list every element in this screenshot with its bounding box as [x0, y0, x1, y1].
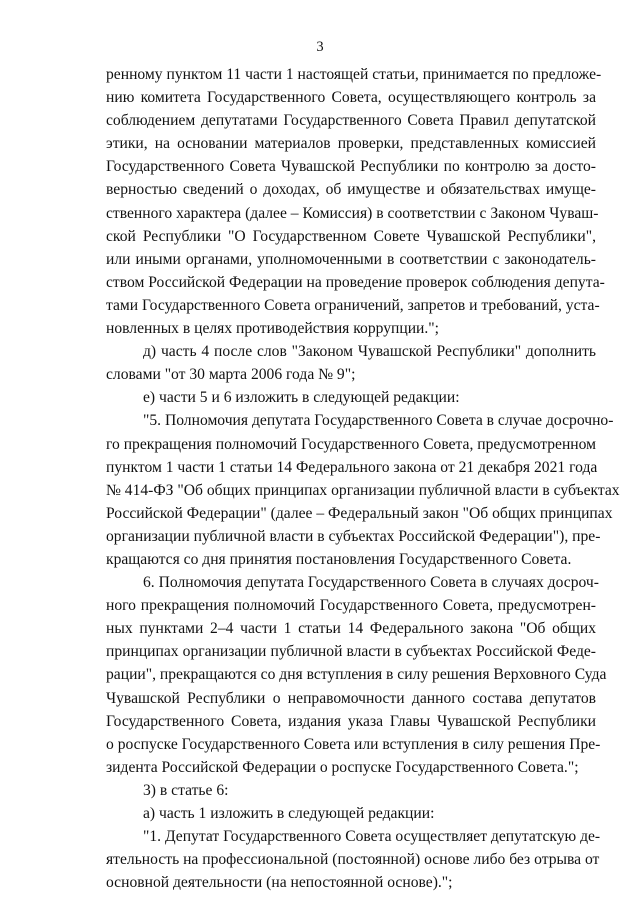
- text-line: нию комитета Государственного Совета, осуществляющего контроль за: [106, 89, 596, 107]
- text-line: новленных в целях противодействия коррупции.";: [106, 320, 439, 338]
- text-line: е) части 5 и 6 изложить в следующей редакции:: [143, 389, 460, 407]
- text-line: ством Российской Федерации на проведение проверок соблюдения депута-: [106, 273, 605, 291]
- text-line: или иными органами, уполномоченными в соответствии с законодатель-: [106, 250, 596, 268]
- text-line: Государственного Совета Чувашской Республики по контролю за досто-: [106, 158, 596, 176]
- text-line: словами "от 30 марта 2006 года № 9";: [106, 366, 356, 384]
- text-line: пунктом 1 части 1 статьи 14 Федерального закона от 21 декабря 2021 года: [106, 458, 598, 476]
- text-line: кращаются со дня принятия постановления Государственного Совета.: [106, 550, 572, 568]
- text-line: зидента Российской Федерации о роспуске Государственного Совета.";: [106, 758, 579, 776]
- text-line: ственного характера (далее – Комиссия) в соответствии с Законом Чуваш-: [106, 204, 599, 222]
- text-line: Чувашской Республики о неправомочности данного состава депутатов: [106, 689, 596, 707]
- text-line: Государственного Совета, издания указа Главы Чувашской Республики: [106, 712, 596, 730]
- text-line: № 414-ФЗ "Об общих принципах организации публичной власти в субъектах: [106, 481, 620, 499]
- text-line: ных пунктами 2–4 части 1 статьи 14 Федерального закона "Об общих: [106, 620, 596, 638]
- document-body: [106, 63, 620, 894]
- text-line: о роспуске Государственного Совета или вступления в силу решения Пре-: [106, 735, 601, 753]
- text-line: "5. Полномочия депутата Государственного Совета в случае досрочно-: [143, 412, 614, 430]
- text-line: основной деятельности (на непостоянной основе).";: [106, 874, 453, 892]
- text-line: рации", прекращаются со дня вступления в силу решения Верховного Суда: [106, 666, 607, 684]
- text-line: организации публичной власти в субъектах Российской Федерации"), пре-: [106, 527, 601, 545]
- text-line: верностью сведений о доходах, об имуществе и обязательствах имуще-: [106, 181, 596, 199]
- text-line: ного прекращения полномочий Государственного Совета, предусмотрен-: [106, 597, 596, 615]
- text-line: го прекращения полномочий Государственного Совета, предусмотренном: [106, 435, 596, 453]
- text-line: ской Республики "О Государственном Совете Чувашской Республики",: [106, 227, 596, 245]
- text-line: принципах организации публичной власти в субъектах Российской Феде-: [106, 643, 596, 661]
- text-line: соблюдением депутатами Государственного Совета Правил депутатской: [106, 112, 596, 130]
- text-line: 3) в статье 6:: [143, 781, 229, 799]
- text-line: Российской Федерации" (далее – Федеральный закон "Об общих принципах: [106, 504, 613, 522]
- page-number: 3: [316, 39, 324, 55]
- text-line: д) часть 4 после слов "Законом Чувашской Республики" дополнить: [143, 343, 596, 361]
- text-line: "1. Депутат Государственного Совета осуществляет депутатскую де-: [143, 828, 601, 846]
- text-line: ятельность на профессиональной (постоянной) основе либо без отрыва от: [106, 851, 600, 869]
- text-line: 6. Полномочия депутата Государственного Совета в случаях досроч-: [143, 574, 599, 592]
- text-line: тами Государственного Совета ограничений, запретов и требований, уста-: [106, 296, 600, 314]
- text-line: а) часть 1 изложить в следующей редакции:: [143, 805, 435, 822]
- text-line: этики, на основании материалов проверки, представленных комиссией: [106, 135, 596, 153]
- text-line: ренному пунктом 11 части 1 настоящей статьи, принимается по предложе-: [106, 66, 602, 83]
